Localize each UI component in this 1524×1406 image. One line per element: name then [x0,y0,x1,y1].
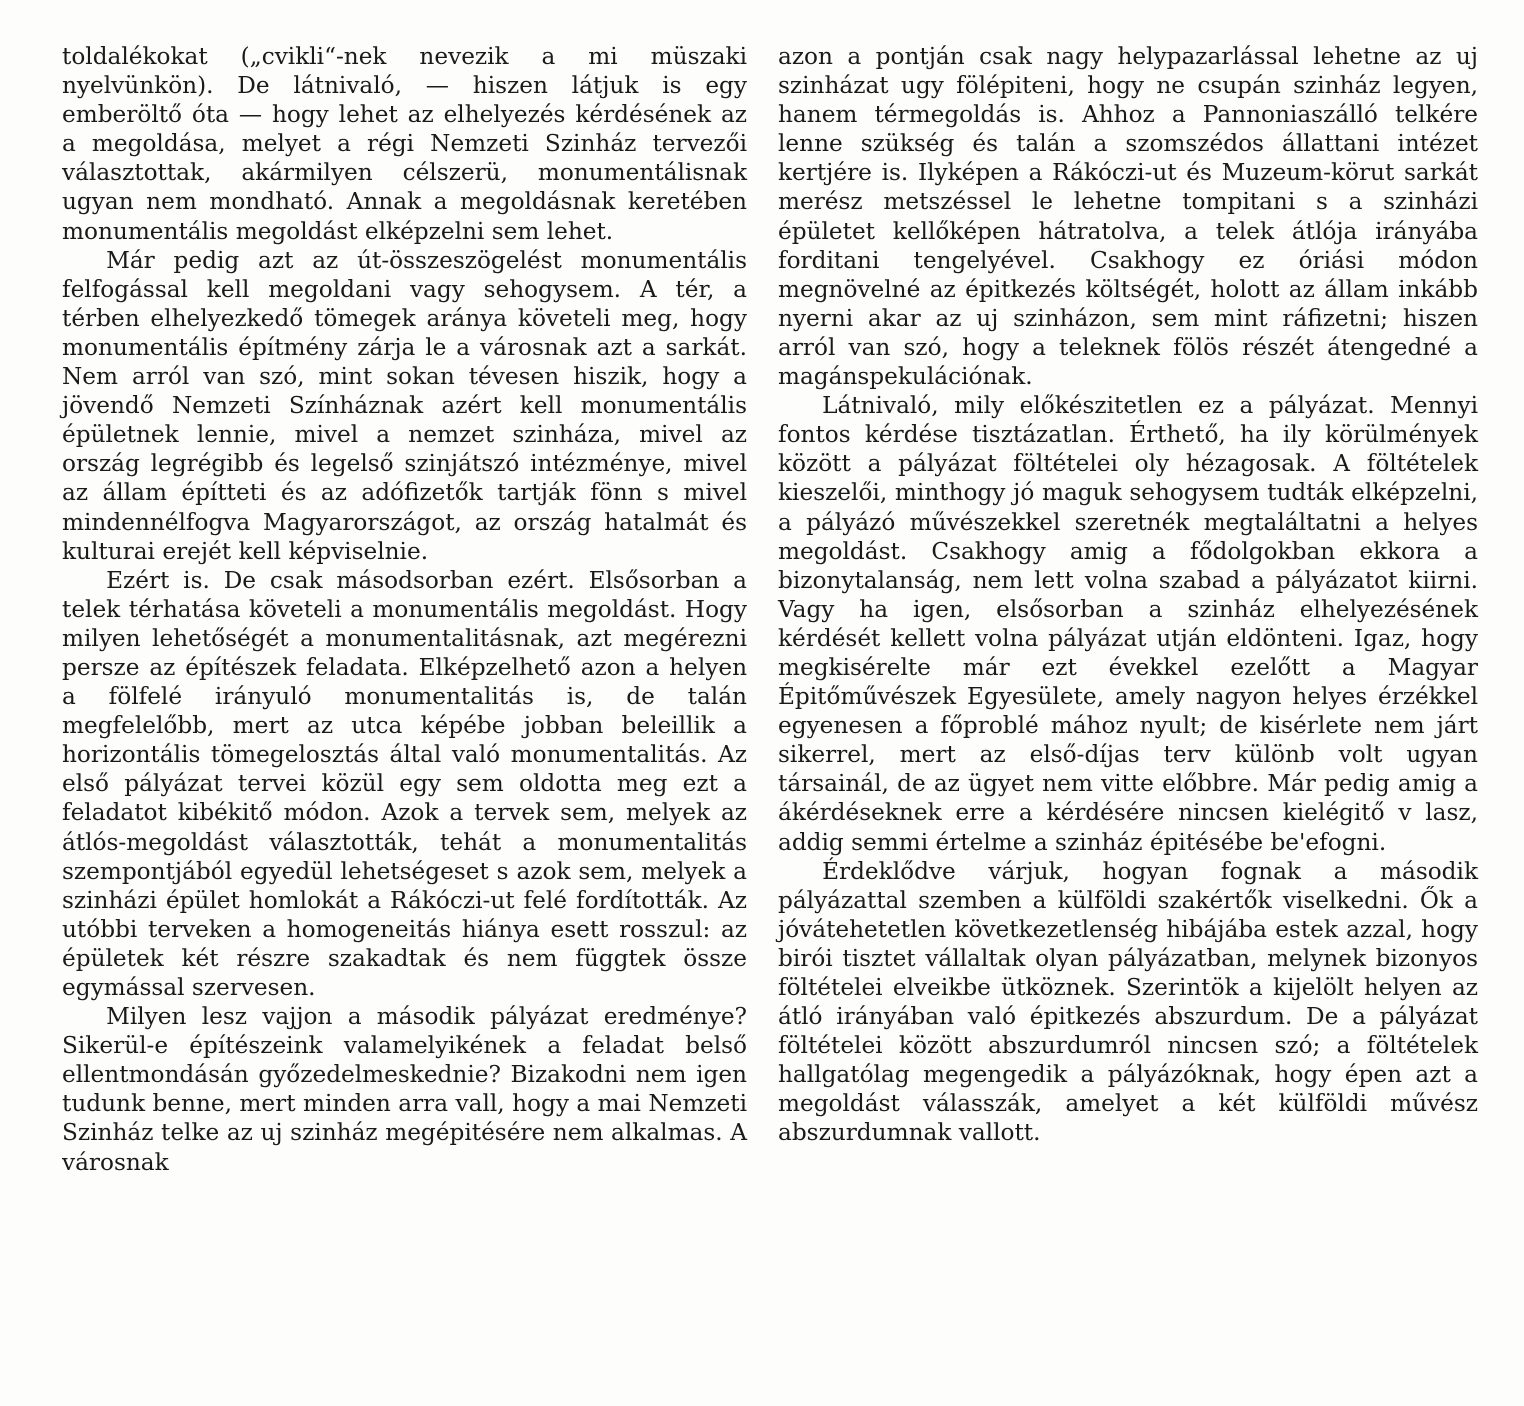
paragraph: Milyen lesz vajjon a második pályázat eredménye? Sikerül-e építészeink valamelyikének a feladat belső ellentmondásán győzedelmeskednie? Bizakodni nem igen tudunk benne, mert minden arra vall, hogy a mai Nemzeti Szinház telke az uj szinház megépitésére nem alkalmas. A városnak [62,1003,747,1176]
left-column [62,42,747,1177]
paragraph: toldalékokat („cvikli“-nek nevezik a mi müszaki nyelvünkön). De látnivaló, — hiszen látjuk is egy emberöltő óta — hogy lehet az elhelyezés kérdésének az a megoldása, melyet a régi Nemzeti Szinház tervezői választottak, akármilyen célszerü, monumentálisnak ugyan nem mondható. Annak a megoldásnak keretében monumentális megoldást elképzelni sem lehet. [62,43,747,245]
right-column [778,42,1478,1148]
paragraph: azon a pontján csak nagy helypazarlással lehetne az uj szinházat ugy fölépiteni, hogy ne csupán szinház legyen, hanem térmegoldás is. Ahhoz a Pannoniaszálló telkére lenne szükség és talán a szomszédos állattani intézet kertjére is. Ilyképen a Rákóczi-ut és Muzeum-körut sarkát merész metszéssel le lehetne tompitani s a szinházi épületet kellőképen hátratolva, a telek átlója irányába forditani tengelyével. Csakhogy ez óriási módon megnövelné az épitkezés költségét, holott az állam inkább nyerni akar az uj szinházon, sem mint ráfizetni; hiszen arról van szó, hogy a teleknek fölös részét átengedné a magánspekulációnak. [778,43,1478,391]
paragraph: Érdeklődve várjuk, hogyan fognak a második pályázattal szemben a külföldi szakértők viselkedni. Ők a jóvátehetetlen következetlenség hibájába estek azzal, hogy birói tisztet vállaltak olyan pályázatban, melynek bizonyos föltételei elveikbe ütköznek. Szerintök a kijelölt helyen az átló irányában való épitkezés abszurdum. De a pályázat föltételei között abszurdumról nincsen szó; a föltételek hallgatólag megengedik a pályázóknak, hogy épen azt a megoldást válasszák, amelyet a két külföldi művész abszurdumnak vallott. [778,857,1478,1147]
paragraph: Látnivaló, mily előkészitetlen ez a pályázat. Mennyi fontos kérdése tisztázatlan. Érthető, ha ily körülmények között a pályázat föltételei oly hézagosak. A föltételek kieszelői, minthogy jó maguk sehogysem tudták elképzelni, a pályázó művészekkel szeretnék megtaláltatni a helyes megoldást. Csakhogy amig a fődolgokban ekkora a bizonytalanság, nem lett volna szabad a pályázatot kiirni. Vagy ha igen, elsősorban a szinház elhelyezésének kérdését kellett volna pályázat utján eldönteni. Igaz, hogy megkisérelte már ezt évekkel ezelőtt a Magyar Épitőművészek Egyesülete, amely nagyon helyes érzékkel egyenesen a főproblé mához nyult; de kisérlete nem járt sikerrel, mert az első-díjas terv különb volt ugyan társainál, de az ügyet nem vitte előbbre. Már pedig amig a ákérdéseknek erre a kérdésére nincsen kielégitő v lasz, addig semmi értelme a szinház épitésébe be'efogni. [778,392,1478,856]
paragraph: Már pedig azt az út-összeszögelést monumentális felfogással kell megoldani vagy sehogysem. A tér, a térben elhelyezkedő tömegek aránya követeli meg, hogy monumentális építmény zárja le a városnak azt a sarkát. Nem arról van szó, mint sokan tévesen hiszik, hogy a jövendő Nemzeti Színháznak azért kell monumentális épületnek lennie, mivel a nemzet szinháza, mivel az ország legrégibb és legelső szinjátszó intézménye, mivel az állam építteti és az adófizetők tartják fönn s mivel mindennélfogva Magyarországot, az ország hatalmát és kulturai erejét kell képviselnie. [62,246,747,565]
paragraph: Ezért is. De csak másodsorban ezért. Elsősorban a telek térhatása követeli a monumentális megoldást. Hogy milyen lehetőségét a monumentalitásnak, azt megérezni persze az építészek feladata. Elképzelhető azon a helyen a fölfelé irányuló monumentalitás is, de talán megfelelőbb, mert az utca képébe jobban beleillik a horizontális tömegelosztás által való monumentalitás. Az első pályázat tervei közül egy sem oldotta meg ezt a feladatot kibékitő módon. Azok a tervek sem, melyek az átlós-megoldást választották, tehát a monumentalitás szempontjából egyedül lehetségeset s azok sem, melyek a szinházi épület homlokát a Rákóczi-ut felé fordították. Az utóbbi terveken a homogeneitás hiánya esett rosszul: az épületek két részre szakadtak és nem függtek össze egymással szervesen. [62,566,747,1001]
